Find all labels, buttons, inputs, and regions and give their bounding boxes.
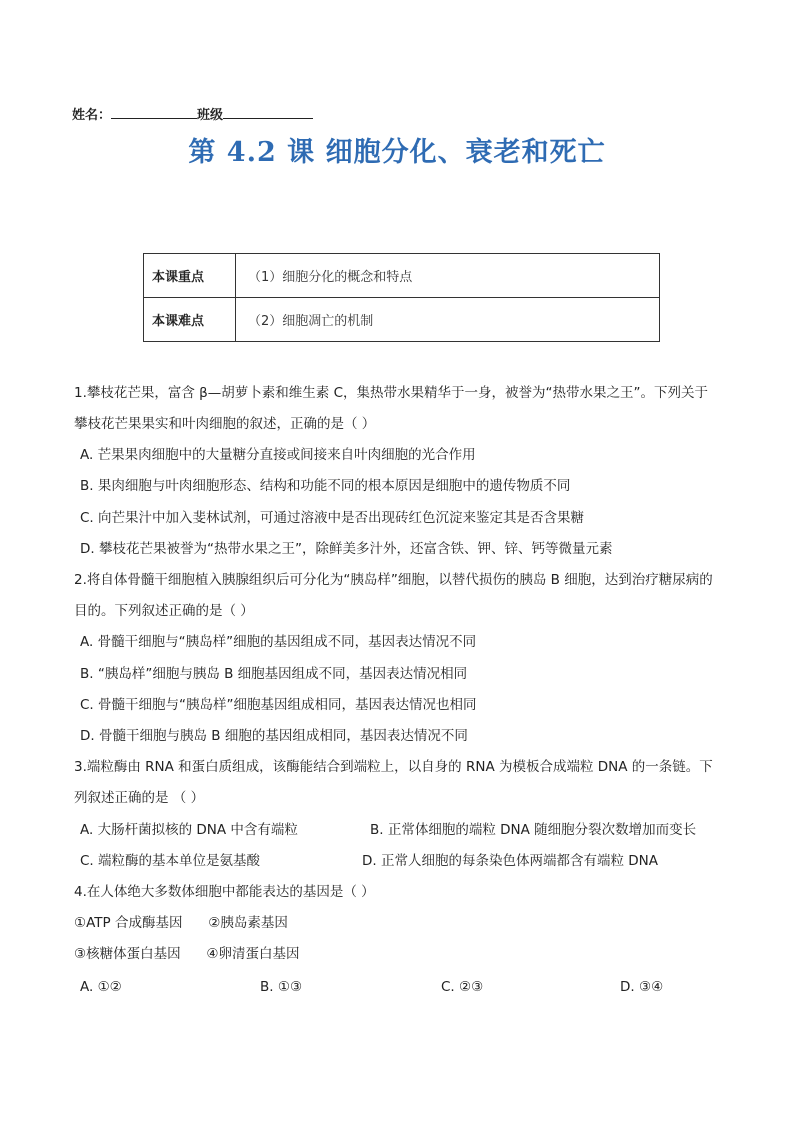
q4-item-line: ①ATP 合成酶基因 ②胰岛素基因: [74, 915, 288, 931]
q1-option-b[interactable]: B. 果肉细胞与叶肉细胞形态、结构和功能不同的根本原因是细胞中的遗传物质不同: [80, 478, 571, 494]
question-3-stem: [74, 752, 724, 814]
q3-option-a[interactable]: A. 大肠杆菌拟核的 DNA 中含有端粒: [80, 822, 298, 838]
table-row: [144, 298, 660, 342]
difficulty-value: （2）细胞凋亡的机制: [236, 298, 660, 342]
question-4-stem: [74, 877, 724, 908]
difficulty-key: 本课难点: [144, 298, 236, 342]
lesson-title: 第 4.2 课 细胞分化、衰老和死亡: [188, 137, 606, 168]
q4-option-a[interactable]: A. ①②: [80, 979, 122, 995]
q1-option-c[interactable]: C. 向芒果汁中加入斐林试剂，可通过溶液中是否出现砖红色沉淀来鉴定其是否含果糖: [80, 510, 585, 526]
q3-option-d[interactable]: D. 正常人细胞的每条染色体两端都含有端粒 DNA: [362, 853, 658, 869]
table-row: [144, 254, 660, 298]
question-stem-line: 4.在人体绝大多数体细胞中都能表达的基因是（ ）: [74, 884, 375, 900]
class-label: 班级: [197, 108, 224, 123]
q4-option-c[interactable]: C. ②③: [441, 979, 484, 995]
q3-option-b[interactable]: B. 正常体细胞的端粒 DNA 随细胞分裂次数增加而变长: [370, 822, 697, 838]
lesson-focus-table: [143, 253, 660, 342]
q2-option-d[interactable]: D. 骨髓干细胞与胰岛 B 细胞的基因组成相同，基因表达情况不同: [80, 728, 468, 744]
q3-option-c[interactable]: C. 端粒酶的基本单位是氨基酸: [80, 853, 261, 869]
question-stem-line: 2.将自体骨髓干细胞植入胰腺组织后可分化为“胰岛样”细胞，以替代损伤的胰岛 B 细胞，达到治疗糖尿病的: [74, 572, 713, 588]
q1-option-a[interactable]: A. 芒果果肉细胞中的大量糖分直接或间接来自叶肉细胞的光合作用: [80, 447, 476, 463]
question-stem-line: 攀枝花芒果果实和叶肉细胞的叙述，正确的是（ ）: [74, 416, 376, 432]
question-stem-line: 1.攀枝花芒果，富含 β—胡萝卜素和维生素 C，集热带水果精华于一身，被誉为“热带水果之王”。下列关于: [74, 385, 708, 401]
q1-option-d[interactable]: D. 攀枝花芒果被誉为“热带水果之王”，除鲜美多汁外，还富含铁、钾、锌、钙等微量元素: [80, 541, 613, 557]
class-blank[interactable]: [223, 106, 313, 119]
q4-option-b[interactable]: B. ①③: [260, 979, 303, 995]
question-stem-line: 3.端粒酶由 RNA 和蛋白质组成，该酶能结合到端粒上，以自身的 RNA 为模板合成端粒 DNA 的一条链。下: [74, 759, 713, 775]
question-1-stem: [74, 378, 724, 440]
q2-option-c[interactable]: C. 骨髓干细胞与“胰岛样”细胞基因组成相同，基因表达情况也相同: [80, 697, 477, 713]
q4-item-line: ③核糖体蛋白基因 ④卵清蛋白基因: [74, 946, 300, 962]
question-stem-line: 目的。下列叙述正确的是（ ）: [74, 603, 254, 619]
focus-value: （1）细胞分化的概念和特点: [236, 254, 660, 298]
q2-option-a[interactable]: A. 骨髓干细胞与“胰岛样”细胞的基因组成不同，基因表达情况不同: [80, 634, 477, 650]
name-blank[interactable]: [111, 106, 197, 119]
question-stem-line: 列叙述正确的是 （ ）: [74, 790, 205, 806]
name-label: 姓名：: [72, 108, 112, 123]
student-info-line: [72, 104, 313, 123]
focus-key: 本课重点: [144, 254, 236, 298]
q4-option-d[interactable]: D. ③④: [620, 979, 664, 995]
question-2-stem: [74, 565, 724, 627]
q2-option-b[interactable]: B. “胰岛样”细胞与胰岛 B 细胞基因组成不同，基因表达情况相同: [80, 666, 468, 682]
